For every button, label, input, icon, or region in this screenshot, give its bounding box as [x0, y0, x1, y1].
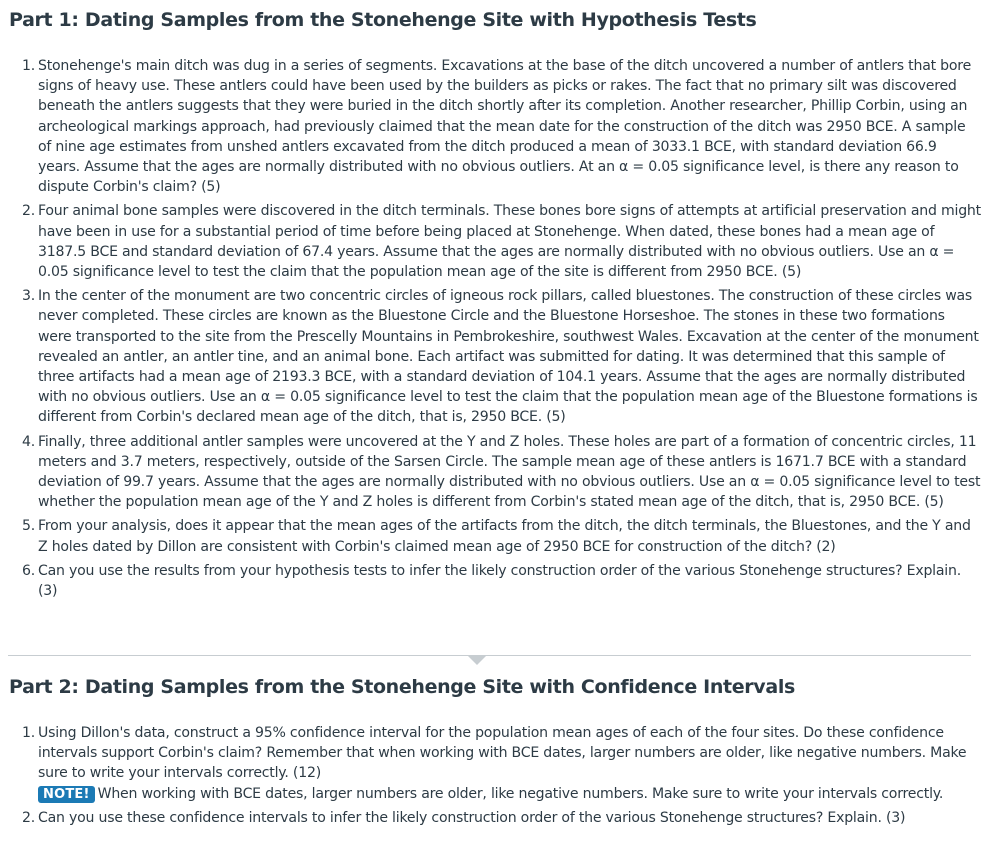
item-number: 6. — [22, 562, 36, 579]
item-text: From your analysis, does it appear that the mean ages of the artifacts from the ditch, the ditch terminals, the Bluestones, and the Y and Z holes dated by Dillon are consistent with Corbin's claimed mean age of 2950 BCE for construction of the ditch? (2) — [38, 518, 971, 555]
list-item — [22, 201, 982, 282]
item-text: Stonehenge's main ditch was dug in a series of segments. Excavations at the base of the ditch uncovered a number of antlers that bore signs of heavy use. These antlers could have been used by the builders as picks or rakes. The fact that no primary silt was discovered beneath the antlers suggests that they were buried in the ditch shortly after its completion. Another researcher, Phillip Corbin, using an archeological markings approach, had previously claimed that the mean date for the construction of the ditch was 2950 BCE. A sample of nine age estimates from unshed antlers excavated from the ditch produced a mean of 3033.1 BCE, with standard deviation 66.9 years. Assume that the ages are normally distributed with no obvious outliers. At an α = 0.05 significance level, is there any reason to dispute Corbin's claim? (5) — [38, 58, 972, 196]
list-item — [22, 723, 982, 804]
item-number: 4. — [22, 433, 36, 450]
list-item — [22, 56, 982, 197]
item-text: Finally, three additional antler samples were uncovered at the Y and Z holes. These holes are part of a formation of concentric circles, 11 meters and 3.7 meters, respectively, outside of the Sarsen Circle. The sample mean age of these antlers is 1671.7 BCE with a standard deviation of 99.7 years. Assume that the ages are normally distributed with no obvious outliers. Use an α = 0.05 significance level to test whether the population mean age of the Y and Z holes is different from Corbin's stated mean age of the ditch, that is, 2950 BCE. (5) — [38, 433, 981, 511]
note-text: When working with BCE dates, larger numbers are older, like negative numbers. Make sure to write your intervals correctly. — [97, 785, 944, 802]
note-badge: NOTE! — [38, 786, 95, 803]
item-text: Four animal bone samples were discovered in the ditch terminals. These bones bore signs of attempts at artificial preservation and might have been in use for a substantial period of time before being placed at Stonehenge. When dated, these bones had a mean age of 3187.5 BCE and standard deviation of 67.4 years. Assume that the ages are normally distributed with no obvious outliers. Use an α = 0.05 significance level to test the claim that the population mean age of the site is different from 2950 BCE. (5) — [38, 203, 981, 281]
list-item — [22, 432, 982, 513]
part1-question-list — [22, 56, 982, 605]
item-number: 2. — [22, 809, 36, 826]
item-text: Can you use these confidence intervals to infer the likely construction order of the various Stonehenge structures? Explain. (3) — [38, 809, 906, 826]
section-divider — [8, 655, 971, 656]
list-item — [22, 516, 982, 556]
part2-question-list — [22, 723, 982, 832]
item-number: 5. — [22, 518, 36, 535]
item-number: 1. — [22, 725, 36, 741]
item-number: 3. — [22, 288, 36, 305]
chevron-down-icon — [468, 656, 486, 665]
part1-heading: Part 1: Dating Samples from the Stonehenge Site with Hypothesis Tests — [9, 9, 757, 31]
list-item — [22, 808, 982, 828]
item-text: Using Dillon's data, construct a 95% confidence interval for the population mean ages of each of the four sites. Do these confidence intervals support Corbin's claim? Remember that when working with BCE dates, larger numbers are older, like negative numbers. Make sure to write your intervals correctly. (12) — [38, 725, 967, 782]
item-number: 1. — [22, 58, 36, 74]
list-item — [22, 561, 982, 601]
part2-heading: Part 2: Dating Samples from the Stonehenge Site with Confidence Intervals — [9, 676, 795, 698]
item-text: Can you use the results from your hypothesis tests to infer the likely construction order of the various Stonehenge structures? Explain. (3) — [38, 562, 961, 600]
list-item — [22, 286, 982, 427]
item-text: In the center of the monument are two concentric circles of igneous rock pillars, called bluestones. The construction of these circles was never completed. These circles are known as the Bluestone Circle and the Bluestone Horseshoe. The stones in these two formations were transported to the site from the Prescelly Mountains in Pembrokeshire, southwest Wales. Excavation at the center of the monument revealed an antler, an antler tine, and an animal bone. Each artifact was submitted for dating. It was determined that this sample of three artifacts had a mean age of 2193.3 BCE, with a standard deviation of 104.1 years. Assume that the ages are normally distributed with no obvious outliers. Use an α = 0.05 significance level to test the claim that the population mean age of the Bluestone formations is different from Corbin's declared mean age of the ditch, that is, 2950 BCE. (5) — [38, 288, 979, 426]
item-number: 2. — [22, 203, 36, 220]
